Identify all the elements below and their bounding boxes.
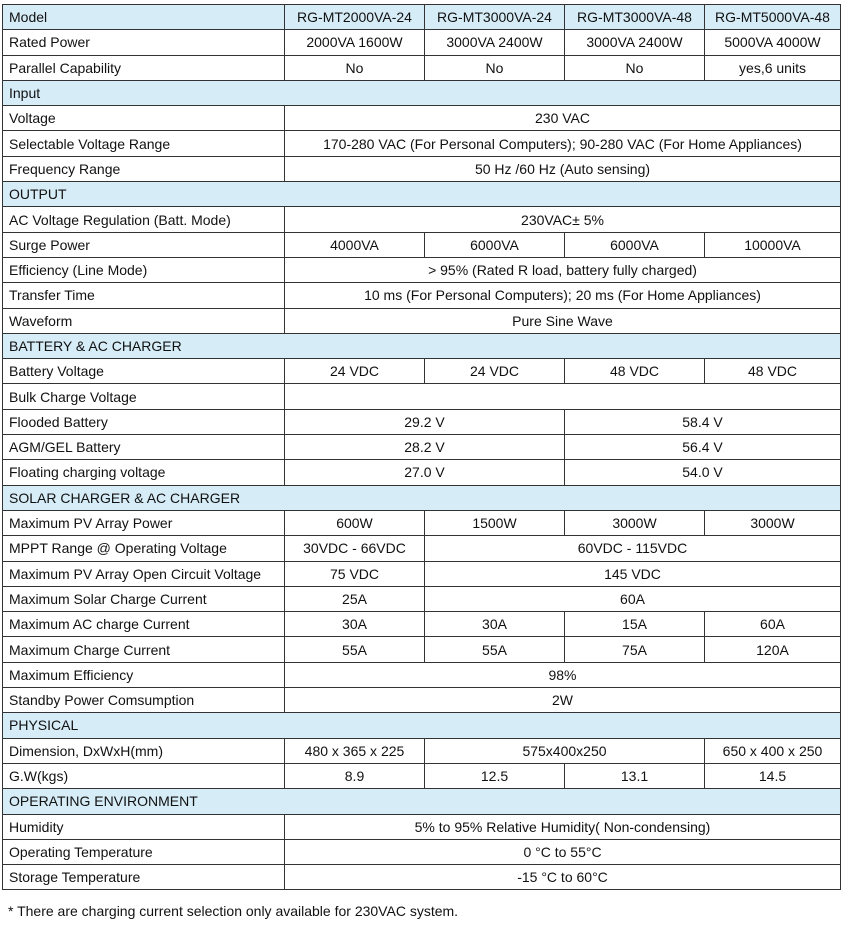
spec-value: 60A xyxy=(425,586,841,611)
spec-value: 650 x 400 x 250 xyxy=(705,738,841,763)
spec-label: Efficiency (Line Mode) xyxy=(3,257,285,282)
spec-label: Humidity xyxy=(3,814,285,839)
spec-label: AGM/GEL Battery xyxy=(3,435,285,460)
section-header-row xyxy=(3,789,841,814)
spec-value: 60VDC - 115VDC xyxy=(425,536,841,561)
spec-row xyxy=(3,106,841,131)
spec-value: No xyxy=(565,55,705,80)
spec-value: 1500W xyxy=(425,510,565,535)
spec-label: Surge Power xyxy=(3,232,285,257)
spec-value: 230 VAC xyxy=(285,106,841,131)
spec-value: 58.4 V xyxy=(565,409,841,434)
spec-label: Floating charging voltage xyxy=(3,460,285,485)
spec-value: 170-280 VAC (For Personal Computers); 90-280 VAC (For Home Appliances) xyxy=(285,131,841,156)
spec-row xyxy=(3,55,841,80)
spec-label: Bulk Charge Voltage xyxy=(3,384,285,409)
spec-value: yes,6 units xyxy=(705,55,841,80)
spec-value: 48 VDC xyxy=(705,359,841,384)
spec-value: 10000VA xyxy=(705,232,841,257)
spec-label: Operating Temperature xyxy=(3,839,285,864)
spec-value: 480 x 365 x 225 xyxy=(285,738,425,763)
spec-label: Flooded Battery xyxy=(3,409,285,434)
column-header: RG-MT3000VA-48 xyxy=(565,5,705,30)
section-header-row xyxy=(3,80,841,105)
spec-value: 55A xyxy=(425,637,565,662)
section-title: BATTERY & AC CHARGER xyxy=(3,333,841,358)
spec-label: Maximum Charge Current xyxy=(3,637,285,662)
spec-row xyxy=(3,586,841,611)
spec-row xyxy=(3,662,841,687)
section-title: OPERATING ENVIRONMENT xyxy=(3,789,841,814)
spec-value: 10 ms (For Personal Computers); 20 ms (For Home Appliances) xyxy=(285,283,841,308)
spec-row xyxy=(3,435,841,460)
spec-value: 3000W xyxy=(705,510,841,535)
spec-row xyxy=(3,561,841,586)
spec-table xyxy=(2,4,841,890)
spec-value: 2W xyxy=(285,688,841,713)
spec-row xyxy=(3,131,841,156)
spec-label: Maximum Solar Charge Current xyxy=(3,586,285,611)
spec-value: 14.5 xyxy=(705,763,841,788)
spec-value: No xyxy=(425,55,565,80)
spec-label: Voltage xyxy=(3,106,285,131)
spec-value: 3000VA 2400W xyxy=(565,30,705,55)
spec-row xyxy=(3,839,841,864)
section-title: PHYSICAL xyxy=(3,713,841,738)
spec-value: -15 °C to 60°C xyxy=(285,865,841,890)
spec-value: 0 °C to 55°C xyxy=(285,839,841,864)
spec-value: 4000VA xyxy=(285,232,425,257)
spec-row xyxy=(3,460,841,485)
column-header: RG-MT3000VA-24 xyxy=(425,5,565,30)
spec-label: Storage Temperature xyxy=(3,865,285,890)
spec-label: Parallel Capability xyxy=(3,55,285,80)
spec-label: Maximum Efficiency xyxy=(3,662,285,687)
spec-value: 5% to 95% Relative Humidity( Non-condensing) xyxy=(285,814,841,839)
spec-row xyxy=(3,30,841,55)
spec-label: Frequency Range xyxy=(3,156,285,181)
spec-label: Rated Power xyxy=(3,30,285,55)
spec-value: 60A xyxy=(705,612,841,637)
spec-value: 29.2 V xyxy=(285,409,565,434)
spec-row xyxy=(3,156,841,181)
spec-label: Maximum AC charge Current xyxy=(3,612,285,637)
spec-value: 50 Hz /60 Hz (Auto sensing) xyxy=(285,156,841,181)
spec-value: 575x400x250 xyxy=(425,738,705,763)
spec-value: 8.9 xyxy=(285,763,425,788)
spec-value: 27.0 V xyxy=(285,460,565,485)
column-header: RG-MT5000VA-48 xyxy=(705,5,841,30)
spec-value: 2000VA 1600W xyxy=(285,30,425,55)
spec-row xyxy=(3,510,841,535)
spec-value: 48 VDC xyxy=(565,359,705,384)
spec-label: Battery Voltage xyxy=(3,359,285,384)
header-label: Model xyxy=(3,5,285,30)
spec-row xyxy=(3,283,841,308)
spec-row xyxy=(3,308,841,333)
spec-value: Pure Sine Wave xyxy=(285,308,841,333)
spec-value: 30A xyxy=(425,612,565,637)
spec-row xyxy=(3,384,841,409)
spec-value: 75 VDC xyxy=(285,561,425,586)
spec-label: Selectable Voltage Range xyxy=(3,131,285,156)
spec-row xyxy=(3,257,841,282)
header-row xyxy=(3,5,841,30)
footnote: * There are charging current selection only available for 230VAC system. xyxy=(8,903,459,919)
spec-row xyxy=(3,814,841,839)
spec-value xyxy=(285,384,841,409)
spec-value: 98% xyxy=(285,662,841,687)
spec-value: 30A xyxy=(285,612,425,637)
spec-value: 230VAC± 5% xyxy=(285,207,841,232)
spec-label: Dimension, DxWxH(mm) xyxy=(3,738,285,763)
spec-value: > 95% (Rated R load, battery fully charged) xyxy=(285,257,841,282)
spec-value: 75A xyxy=(565,637,705,662)
spec-value: 6000VA xyxy=(565,232,705,257)
spec-value: 15A xyxy=(565,612,705,637)
spec-value: 30VDC - 66VDC xyxy=(285,536,425,561)
spec-value: No xyxy=(285,55,425,80)
column-header: RG-MT2000VA-24 xyxy=(285,5,425,30)
spec-value: 24 VDC xyxy=(425,359,565,384)
section-title: SOLAR CHARGER & AC CHARGER xyxy=(3,485,841,510)
spec-value: 120A xyxy=(705,637,841,662)
spec-row xyxy=(3,865,841,890)
spec-label: AC Voltage Regulation (Batt. Mode) xyxy=(3,207,285,232)
section-header-row xyxy=(3,333,841,358)
spec-value: 56.4 V xyxy=(565,435,841,460)
spec-value: 12.5 xyxy=(425,763,565,788)
spec-value: 24 VDC xyxy=(285,359,425,384)
spec-label: Waveform xyxy=(3,308,285,333)
section-title: Input xyxy=(3,80,841,105)
spec-value: 6000VA xyxy=(425,232,565,257)
spec-row xyxy=(3,738,841,763)
spec-table-body xyxy=(3,5,841,890)
spec-value: 25A xyxy=(285,586,425,611)
section-header-row xyxy=(3,713,841,738)
spec-value: 13.1 xyxy=(565,763,705,788)
section-header-row xyxy=(3,485,841,510)
spec-row xyxy=(3,409,841,434)
spec-label: G.W(kgs) xyxy=(3,763,285,788)
spec-row xyxy=(3,763,841,788)
spec-value: 3000VA 2400W xyxy=(425,30,565,55)
spec-label: Standby Power Comsumption xyxy=(3,688,285,713)
spec-value: 5000VA 4000W xyxy=(705,30,841,55)
section-title: OUTPUT xyxy=(3,182,841,207)
spec-label: Maximum PV Array Open Circuit Voltage xyxy=(3,561,285,586)
spec-label: MPPT Range @ Operating Voltage xyxy=(3,536,285,561)
spec-value: 55A xyxy=(285,637,425,662)
spec-value: 28.2 V xyxy=(285,435,565,460)
spec-label: Transfer Time xyxy=(3,283,285,308)
section-header-row xyxy=(3,182,841,207)
spec-row xyxy=(3,612,841,637)
spec-value: 3000W xyxy=(565,510,705,535)
spec-value: 54.0 V xyxy=(565,460,841,485)
spec-value: 600W xyxy=(285,510,425,535)
spec-row xyxy=(3,637,841,662)
spec-row xyxy=(3,207,841,232)
spec-row xyxy=(3,359,841,384)
spec-row xyxy=(3,232,841,257)
spec-label: Maximum PV Array Power xyxy=(3,510,285,535)
spec-row xyxy=(3,688,841,713)
spec-row xyxy=(3,536,841,561)
spec-value: 145 VDC xyxy=(425,561,841,586)
